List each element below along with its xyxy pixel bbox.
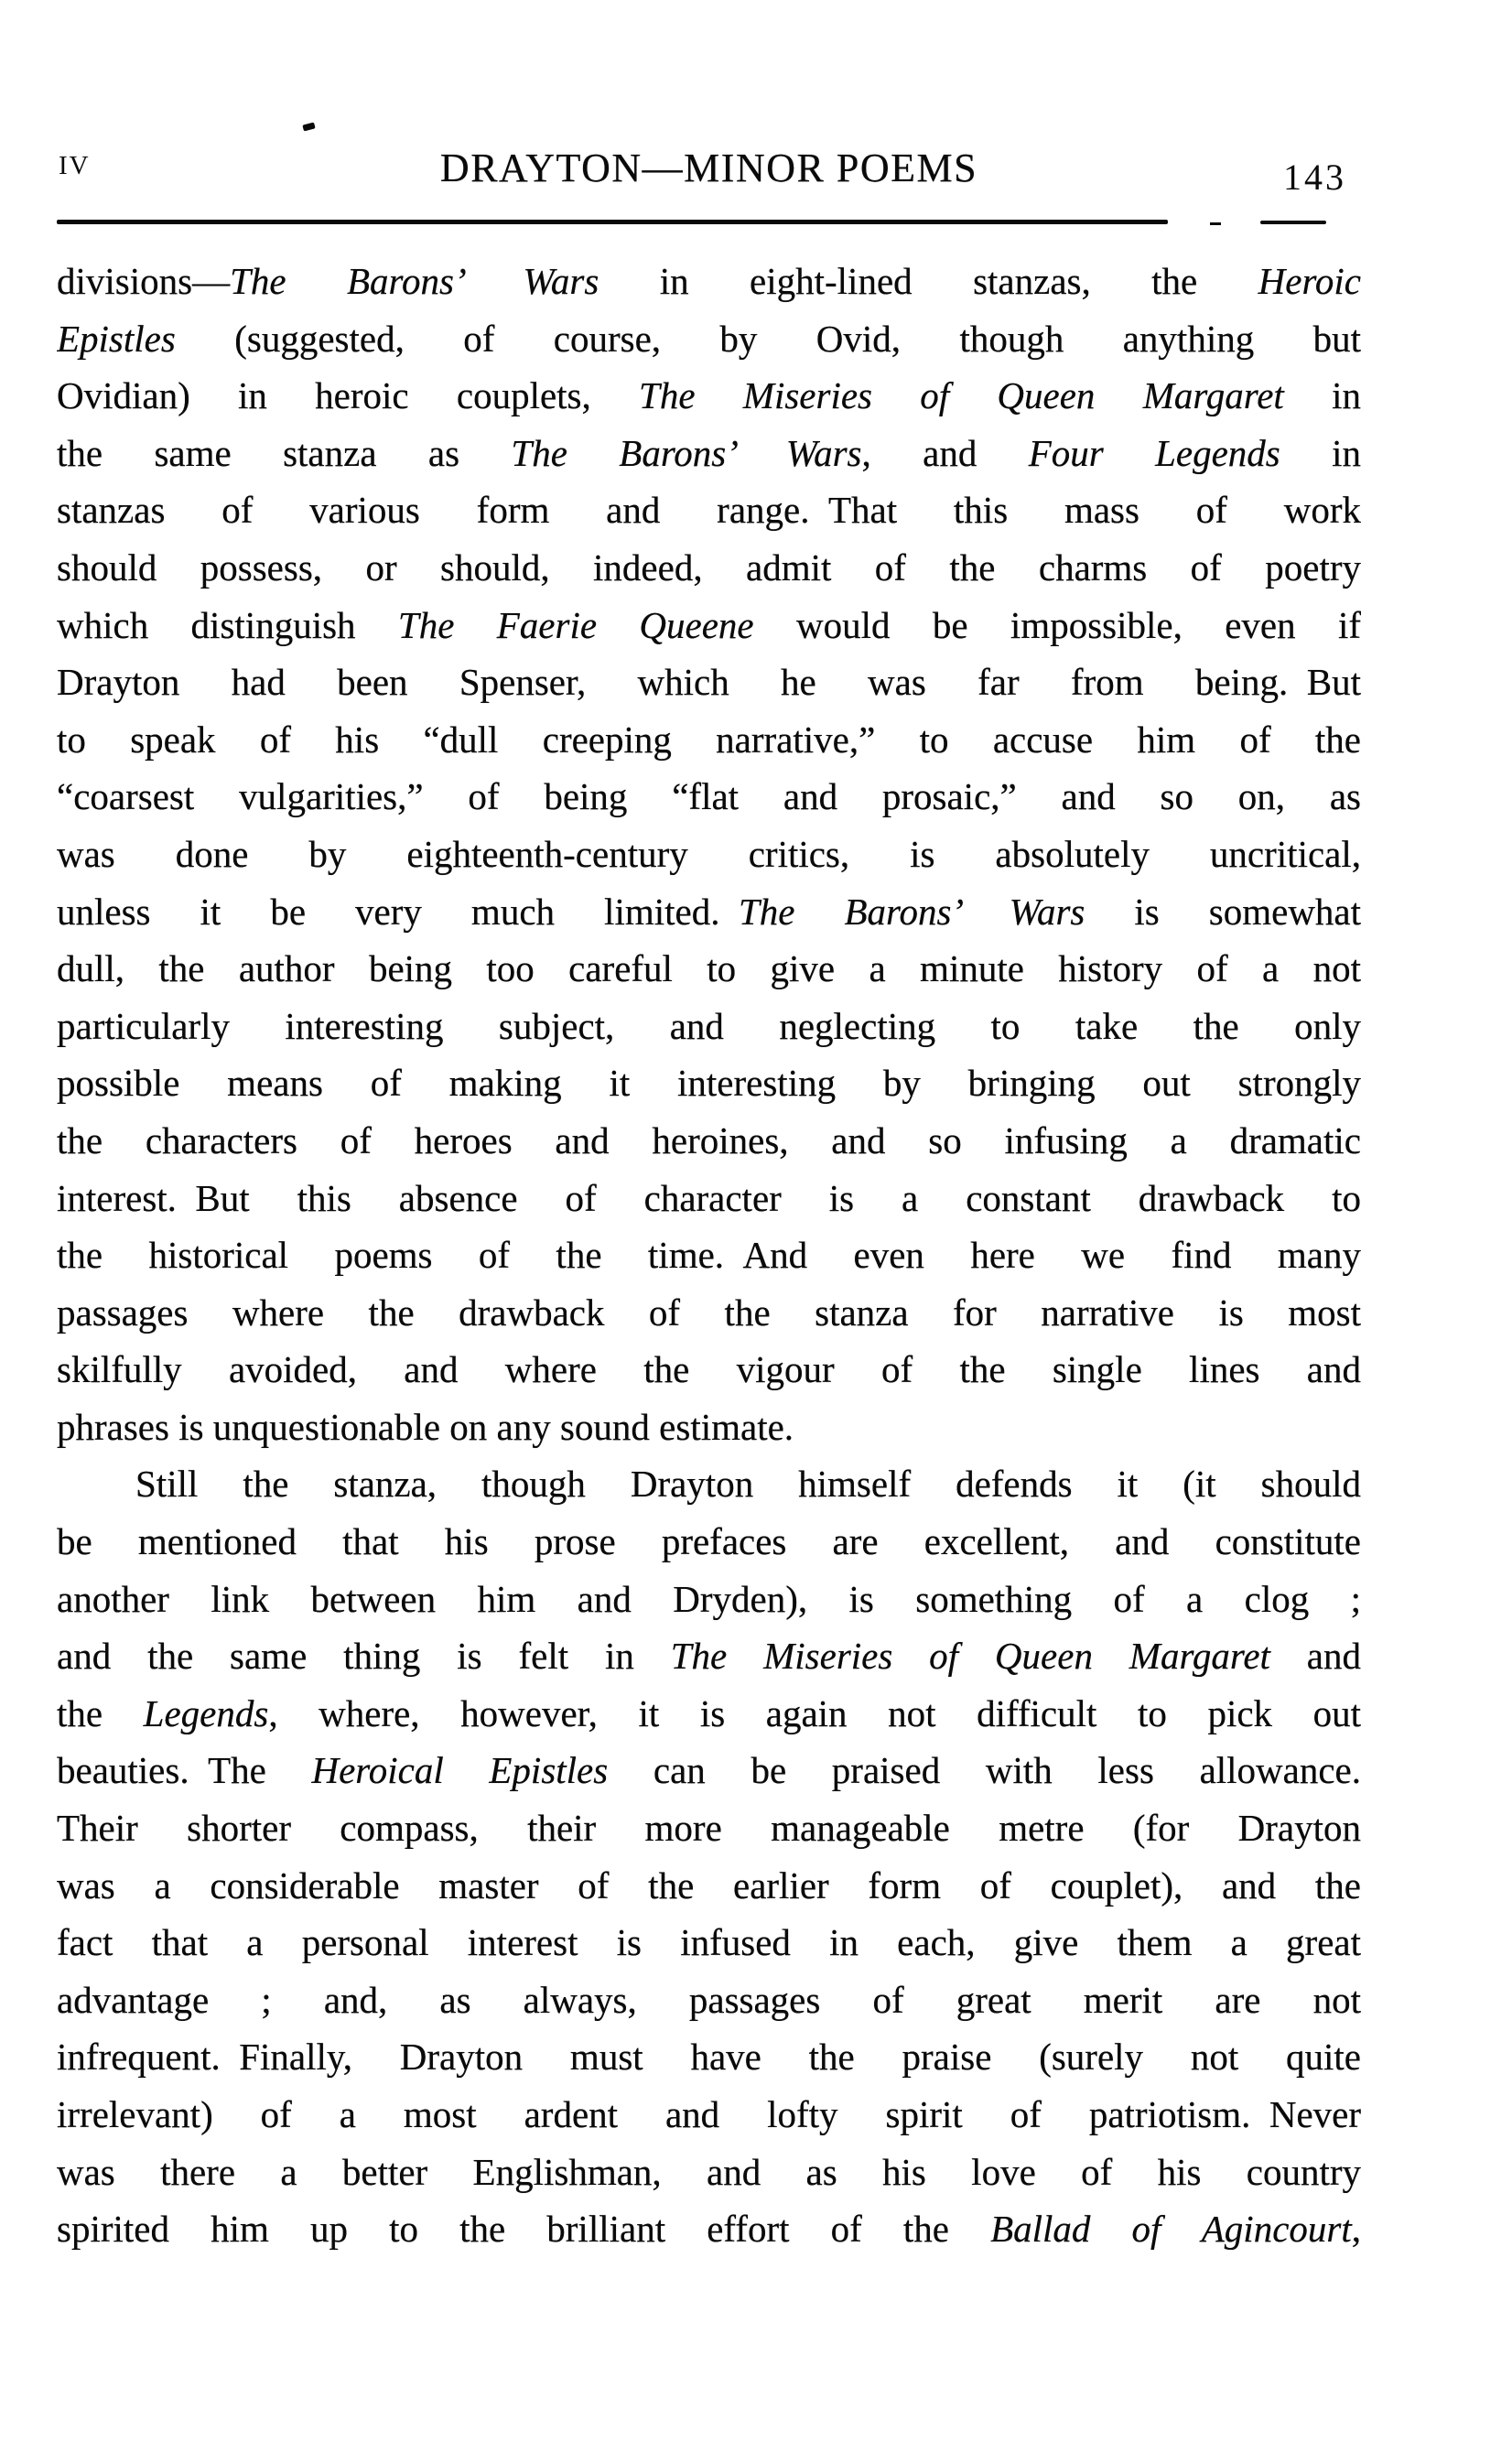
text-run: is somewhat <box>1085 890 1361 933</box>
text-line <box>57 1513 1361 1571</box>
work-title-italic: Ballad of Agincourt <box>990 2208 1352 2251</box>
text-line <box>57 940 1361 998</box>
text-line <box>57 310 1361 368</box>
text-line <box>57 1341 1361 1399</box>
text-line <box>57 1112 1361 1170</box>
text-line <box>57 253 1361 310</box>
text-block <box>57 253 1361 2258</box>
text-line <box>57 768 1361 826</box>
text-run: the characters of heroes and heroines, and so infusing a dramatic <box>57 1118 1361 1161</box>
text-run: skilfully avoided, and where the vigour of the single lines and <box>57 1348 1361 1391</box>
text-run: unless it be very much limited. <box>57 890 739 933</box>
work-title-italic: The Miseries of Queen Margaret <box>639 374 1284 417</box>
text-run: passages where the drawback of the stanza for narrative is most <box>57 1291 1361 1334</box>
work-title-italic: Heroic <box>1258 260 1361 302</box>
work-title-italic: Epistles <box>57 317 176 360</box>
text-run: , <box>1351 2208 1361 2251</box>
running-header <box>57 137 1361 198</box>
text-line <box>57 1284 1361 1342</box>
text-run: Their shorter compass, their more manageable metre (for Drayton <box>57 1807 1361 1850</box>
text-run: can be praised with less allowance. <box>608 1749 1361 1792</box>
text-line <box>57 1170 1361 1227</box>
page-number: 143 <box>1283 157 1346 198</box>
text-line <box>57 1455 1361 1513</box>
text-line <box>57 2086 1361 2144</box>
text-run: fact that a personal interest is infused in each, give them a great <box>57 1921 1361 1964</box>
text-run: “coarsest vulgarities,” of being “flat and prosaic,” and so on, as <box>57 775 1361 818</box>
chapter-folio: IV <box>59 151 91 180</box>
text-run: particularly interesting subject, and neglecting to take the only <box>57 1004 1361 1047</box>
text-line <box>57 425 1361 482</box>
text-run: , where, however, it is again not difficult to pick out <box>268 1691 1361 1734</box>
text-run: dull, the author being too careful to give a minute history of a not <box>57 947 1361 990</box>
text-line <box>57 883 1361 941</box>
text-run: (suggested, of course, by Ovid, though anything but <box>175 317 1361 360</box>
text-run: Still the stanza, though Drayton himself defends it (it should <box>135 1463 1361 1506</box>
text-line <box>57 1054 1361 1112</box>
text-run: was there a better Englishman, and as his love of his country <box>57 2150 1361 2193</box>
text-run: the historical poems of the time. And even here we find many <box>57 1234 1361 1277</box>
text-run: should possess, or should, indeed, admit of the charms of poetry <box>57 546 1361 589</box>
text-line <box>57 1226 1361 1284</box>
text-run: and <box>1269 1635 1361 1678</box>
text-run: divisions— <box>57 260 231 302</box>
text-run: was done by eighteenth-century critics, is absolutely uncritical, <box>57 832 1361 875</box>
text-line <box>57 711 1361 769</box>
work-title-italic: The Faerie Queene <box>397 603 754 646</box>
work-title-italic: The Barons’ Wars <box>230 260 599 302</box>
text-run: interest. But this absence of character is a constant drawback to <box>57 1176 1361 1219</box>
text-run: , and <box>861 431 1029 474</box>
text-line <box>57 654 1361 711</box>
text-line <box>57 2144 1361 2201</box>
text-run: stanzas of various form and range. That this mass of work <box>57 489 1361 532</box>
text-run: advantage ; and, as always, passages of great merit are not <box>57 1978 1361 2021</box>
text-run: in <box>1283 374 1361 417</box>
work-title-italic: The Miseries of Queen Margaret <box>670 1635 1270 1678</box>
text-run: would be impossible, even if <box>753 603 1361 646</box>
text-run: Ovidian) in heroic couplets, <box>57 374 640 417</box>
text-run: Drayton had been Spenser, which he was far from being. But <box>57 661 1361 704</box>
text-line <box>57 2200 1361 2258</box>
ink-speck <box>302 122 315 131</box>
work-title-italic: Four Legends <box>1028 431 1280 474</box>
text-line <box>57 597 1361 654</box>
text-run: another link between him and Dryden), is something of a clog ; <box>57 1577 1361 1620</box>
text-run: possible means of making it interesting by bringing out strongly <box>57 1062 1361 1105</box>
text-run: in eight-lined stanzas, the <box>599 260 1258 302</box>
text-run: irrelevant) of a most ardent and lofty spirit of patriotism. Never <box>57 2093 1361 2135</box>
text-run: phrases is unquestionable on any sound estimate. <box>57 1405 794 1448</box>
text-run: which distinguish <box>57 603 398 646</box>
text-run: spirited him up to the brilliant effort of the <box>57 2208 991 2251</box>
text-run: was a considerable master of the earlier form of couplet), and the <box>57 1863 1361 1907</box>
text-line <box>57 481 1361 539</box>
text-run: and the same thing is felt in <box>57 1635 671 1678</box>
text-line <box>57 1399 1361 1456</box>
running-title: DRAYTON—MINOR POEMS <box>439 146 978 190</box>
text-line <box>57 1571 1361 1628</box>
text-run: the same stanza as <box>57 431 512 474</box>
text-line <box>57 1799 1361 1857</box>
text-line <box>57 367 1361 425</box>
text-line <box>57 1857 1361 1915</box>
header-rule <box>57 220 1168 224</box>
text-run: to speak of his “dull creeping narrative,” to accuse him of the <box>57 718 1361 761</box>
text-run: beauties. The <box>57 1749 312 1792</box>
text-line <box>57 1685 1361 1743</box>
text-run: the <box>57 1691 144 1734</box>
work-title-italic: The Barons’ Wars <box>511 431 862 474</box>
work-title-italic: The Barons’ Wars <box>738 890 1085 933</box>
text-run: be mentioned that his prose prefaces are excellent, and constitute <box>57 1520 1361 1563</box>
text-run: infrequent. Finally, Drayton must have the praise (surely not quite <box>57 2036 1361 2079</box>
header-rule-dash <box>1260 221 1326 224</box>
text-line <box>57 539 1361 597</box>
text-line <box>57 998 1361 1055</box>
text-run: in <box>1280 431 1361 474</box>
work-title-italic: Legends <box>143 1691 269 1734</box>
text-line <box>57 1627 1361 1685</box>
text-line <box>57 2028 1361 2086</box>
text-line <box>57 1914 1361 1971</box>
work-title-italic: Heroical Epistles <box>311 1749 609 1792</box>
text-line <box>57 1742 1361 1799</box>
text-line <box>57 1971 1361 2029</box>
header-rule-dash <box>1210 222 1221 225</box>
text-line <box>57 826 1361 883</box>
